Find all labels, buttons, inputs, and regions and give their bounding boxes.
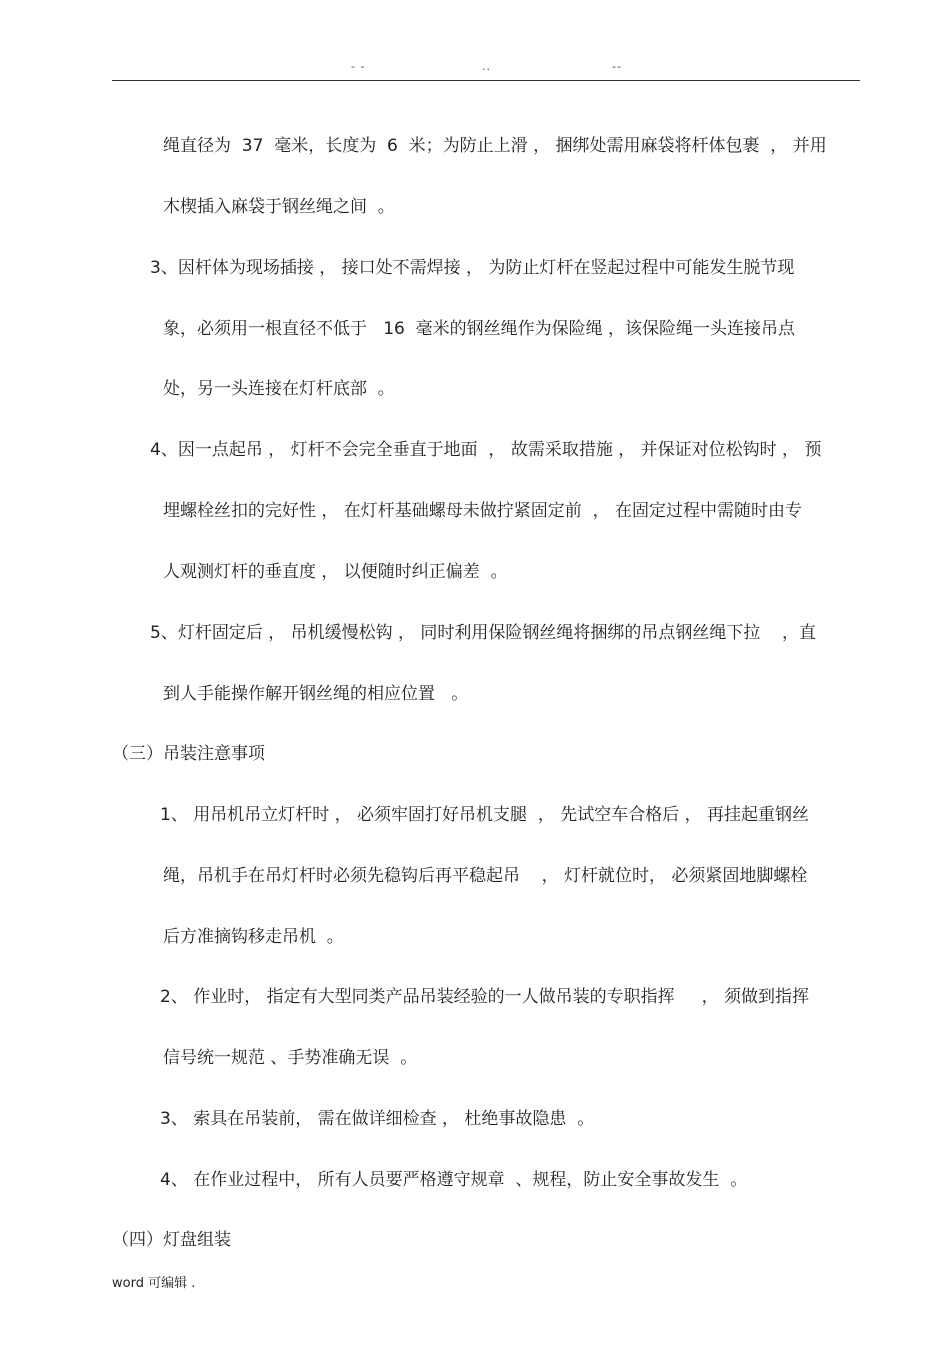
header-rule [112, 80, 860, 81]
text-line: 2、 作业时， 指定有大型同类产品吊装经验的一人做吊装的专职指挥 ， 须做到指挥 [160, 987, 810, 1007]
section-heading: （四）灯盘组装 [112, 1230, 231, 1250]
text-line: 人观测灯杆的垂直度 ， 以便随时纠正偏差 。 [163, 562, 508, 582]
header-mark: - - [351, 60, 366, 73]
text-line: 信号统一规范 、手势准确无误 。 [163, 1048, 418, 1068]
text-line: 到人手能操作解开钢丝绳的相应位置 。 [163, 684, 469, 704]
text-line: 4、 在作业过程中， 所有人员要严格遵守规章 、规程，防止安全事故发生 。 [160, 1170, 748, 1190]
text-line: 1、 用吊机吊立灯杆时 ， 必须牢固打好吊机支腿 ， 先试空车合格后 ， 再挂起重钢丝 [160, 805, 810, 825]
text-line: 3、因杆体为现场插接 ， 接口处不需焊接 ， 为防止灯杆在竖起过程中可能发生脱节现 [150, 258, 795, 278]
text-line: 埋螺栓丝扣的完好性 ， 在灯杆基础螺母未做拧紧固定前 ， 在固定过程中需随时由专 [163, 501, 803, 521]
text-line: 5、灯杆固定后 ， 吊机缓慢松钩 ， 同时利用保险钢丝绳将捆绑的吊点钢丝绳下拉 ，直 [150, 623, 817, 643]
text-line: 象，必须用一根直径不低于 16 毫米的钢丝绳作为保险绳 ，该保险绳一头连接吊点 [163, 319, 796, 339]
text-line: 4、因一点起吊 ， 灯杆不会完全垂直于地面 ， 故需采取措施 ， 并保证对位松钩时 ， 预 [150, 440, 822, 460]
text-line: 后方准摘钩移走吊机 。 [163, 927, 344, 947]
section-heading: （三）吊装注意事项 [112, 744, 265, 764]
text-line: 绳，吊机手在吊灯杆时必须先稳钩后再平稳起吊 ， 灯杆就位时， 必须紧固地脚螺栓 [163, 866, 808, 886]
header-mark: .. [482, 60, 491, 73]
text-line: 木楔插入麻袋于钢丝绳之间 。 [163, 197, 395, 217]
page-header-marks [0, 60, 950, 76]
footer-note: word 可编辑 . [112, 1276, 196, 1291]
text-line: 处，另一头连接在灯杆底部 。 [163, 379, 395, 399]
text-line: 绳直径为 37 毫米，长度为 6 米；为防止上滑 ， 捆绑处需用麻袋将杆体包裹 ， 并用 [163, 136, 827, 156]
text-line: 3、 索具在吊装前， 需在做详细检查 ， 杜绝事故隐患 。 [160, 1109, 595, 1129]
header-mark: -- [612, 60, 622, 73]
